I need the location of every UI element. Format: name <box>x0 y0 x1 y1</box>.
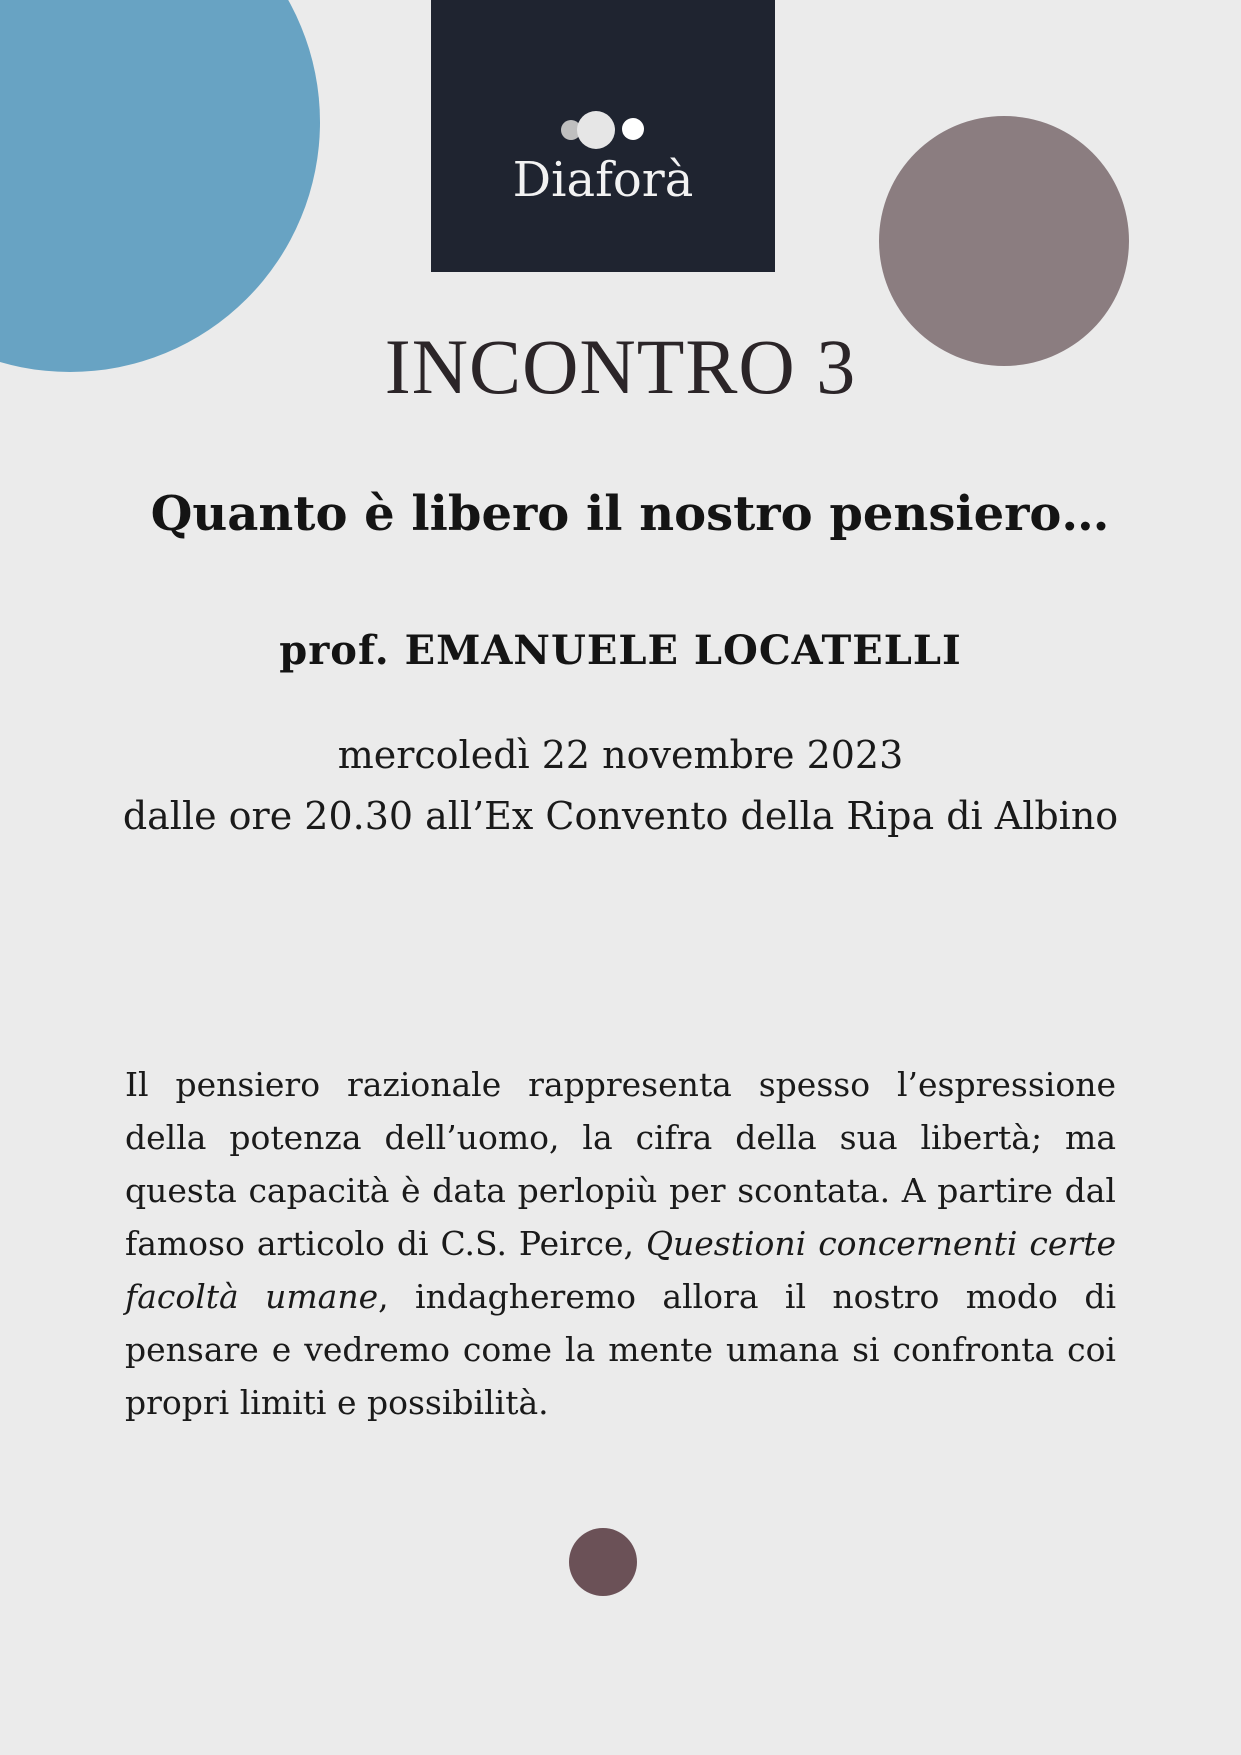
decorative-blue-circle <box>0 0 320 372</box>
description-text: Il pensiero razionale rappresenta spesso l’espressione della potenza dell’uomo, la cifra della sua libertà; ma questa capacità è data perlopiù per scontata. A partire dal famoso articolo di C.S. Peirce, <box>125 1065 1116 1263</box>
logo-wordmark: Diaforà <box>512 152 694 208</box>
logo <box>431 0 775 272</box>
event-description <box>125 1058 1116 1429</box>
event-date: mercoledì 22 novembre 2023 <box>337 733 904 777</box>
description-text-continued: , indagheremo allora il nostro modo di pensare e vedremo come la mente umana si confronta coi propri limiti e possibilità. <box>125 1277 1116 1422</box>
event-number: INCONTRO 3 <box>384 323 857 410</box>
speaker-name: prof. EMANUELE LOCATELLI <box>279 627 962 674</box>
book-title: Questioni concernenti certe facoltà umane <box>125 1224 1116 1316</box>
event-title: Quanto è libero il nostro pensiero… <box>150 486 1110 542</box>
event-venue: dalle ore 20.30 all’Ex Convento della Ripa di Albino <box>122 794 1119 838</box>
decorative-dot-circle <box>569 1528 637 1596</box>
logo-dots-icon <box>431 108 775 152</box>
